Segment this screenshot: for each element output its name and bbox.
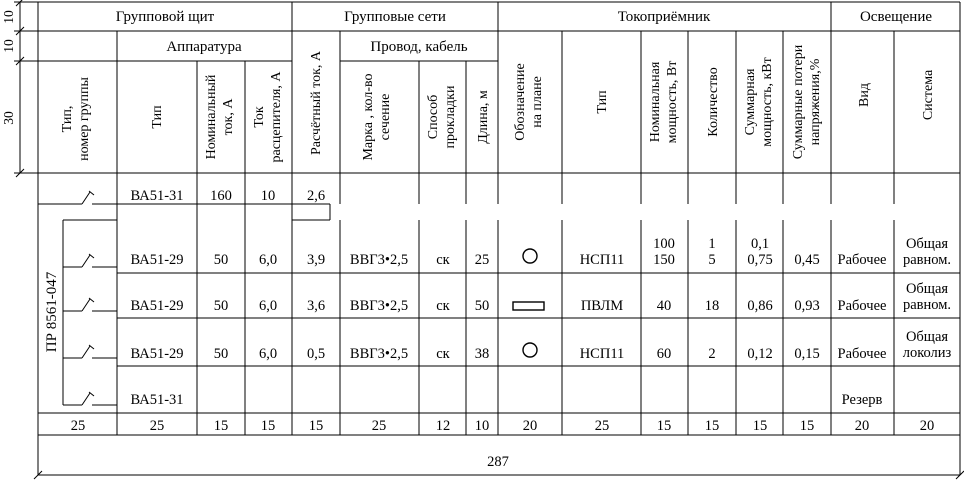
height-top: 10 — [1, 10, 16, 24]
cell-wire: ВВГ3•2,5 — [349, 252, 409, 268]
width-col-12: 15 — [704, 418, 720, 434]
width-col-7: 12 — [435, 418, 451, 434]
panel-schematic — [38, 191, 117, 405]
cell-rec-type: НСП11 — [579, 252, 625, 268]
group-panel-heading: Групповой щит — [115, 9, 215, 25]
cell-system-l1: Общая — [905, 281, 949, 297]
col-quantity: Количество — [706, 67, 721, 137]
col-light-kind: Вид — [857, 83, 872, 107]
cell-total-a: 0,1 — [750, 236, 770, 252]
cell-calc: 3,9 — [306, 252, 326, 268]
col-type-group-l1: Тип, — [60, 105, 75, 133]
col-nominal-current-l2: ток, А — [221, 98, 236, 136]
width-col-9: 20 — [522, 418, 538, 434]
breaker-contact-3 — [82, 299, 90, 311]
total-width: 287 — [487, 454, 509, 470]
table-rows — [130, 188, 951, 408]
breaker-contact-2 — [82, 255, 90, 267]
cell-wire: ВВГ3•2,5 — [349, 346, 409, 362]
cell-length: 25 — [474, 252, 490, 268]
cell-system-l1: Общая — [905, 236, 949, 252]
cell-release: 10 — [260, 188, 276, 204]
col-release-current-l1: Ток — [252, 106, 267, 128]
cell-wire: ВВГ3•2,5 — [349, 298, 409, 314]
cell-app-type: ВА51-29 — [130, 252, 184, 268]
width-col-10: 25 — [594, 418, 610, 434]
col-laying-l2: прокладки — [443, 85, 458, 149]
panel-label: ПР 8561-047 — [44, 271, 60, 353]
cell-kind: Рабочее — [837, 252, 887, 268]
cell-system-l2: равном. — [902, 297, 952, 313]
width-col-14: 15 — [799, 418, 815, 434]
col-wire-mark-l1: Марка , кол-во — [361, 73, 376, 161]
cell-loss: 0,15 — [794, 346, 820, 362]
col-rec-type: Тип — [595, 90, 610, 114]
apparatus-heading: Аппаратура — [166, 39, 242, 55]
width-col-1: 25 — [70, 418, 86, 434]
col-type-group-l2: номер группы — [77, 77, 92, 161]
cell-power: 60 — [656, 346, 672, 362]
cell-nominal: 160 — [210, 188, 232, 204]
table-row — [130, 188, 325, 204]
col-total-power-l1: Суммарная — [743, 68, 758, 136]
cell-qty-b: 5 — [708, 252, 716, 268]
col-voltage-loss-l2: напряжения,% — [808, 58, 823, 146]
col-light-system: Система — [921, 69, 936, 121]
cell-release: 6,0 — [258, 298, 278, 314]
col-nom-power-l1: Номинальная — [648, 61, 663, 143]
table-row — [130, 236, 951, 268]
cell-calc: 0,5 — [306, 346, 326, 362]
cell-qty: 2 — [708, 346, 716, 362]
col-wire-mark-l2: сечение — [378, 93, 393, 141]
col-length: Длина, м — [476, 90, 491, 144]
cell-laying: ск — [436, 346, 450, 362]
cell-laying: ск — [436, 252, 450, 268]
fluorescent-lamp-symbol — [513, 302, 544, 310]
breaker-contact-4 — [82, 346, 90, 358]
table-row — [130, 329, 951, 362]
cell-loss: 0,93 — [794, 298, 820, 314]
group-networks-heading: Групповые сети — [344, 9, 446, 25]
cell-loss: 0,45 — [794, 252, 820, 268]
cell-power-a: 100 — [653, 236, 675, 252]
col-nominal-current-l1: Номинальный — [204, 74, 219, 160]
cell-length: 50 — [474, 298, 490, 314]
cell-total: 0,12 — [747, 346, 773, 362]
width-col-2: 25 — [149, 418, 165, 434]
cell-app-type: ВА51-29 — [130, 346, 184, 362]
cell-kind: Резерв — [841, 392, 883, 408]
cell-rec-type: НСП11 — [579, 346, 625, 362]
cell-qty: 18 — [704, 298, 720, 314]
breaker-contact-1 — [82, 192, 90, 204]
width-col-13: 15 — [752, 418, 768, 434]
wire-cable-heading: Провод, кабель — [370, 39, 468, 55]
cell-system-l1: Общая — [905, 329, 949, 345]
width-col-5: 15 — [308, 418, 324, 434]
lighting-heading: Освещение — [859, 9, 933, 25]
col-release-current-l2: расцепителя, А — [269, 71, 284, 163]
width-col-15: 20 — [854, 418, 870, 434]
width-dimensions — [34, 418, 964, 479]
table-row — [130, 281, 951, 314]
col-plan-mark-l1: Обозначение — [513, 63, 528, 141]
cell-length: 38 — [474, 346, 490, 362]
col-plan-mark-l2: на плане — [530, 76, 545, 128]
cell-total-b: 0,75 — [747, 252, 773, 268]
width-col-6: 25 — [371, 418, 387, 434]
cell-system-l2: равном. — [902, 252, 952, 268]
height-dimensions — [1, 0, 117, 177]
cell-power-b: 150 — [653, 252, 675, 268]
cell-release: 6,0 — [258, 252, 278, 268]
cell-nominal: 50 — [213, 252, 229, 268]
cell-system-l2: локолиз — [902, 345, 952, 361]
cell-app-type: ВА51-31 — [130, 188, 184, 204]
cell-total: 0,86 — [747, 298, 773, 314]
width-col-11: 15 — [656, 418, 672, 434]
col-app-type: Тип — [150, 105, 165, 129]
col-nom-power-l2: мощность, Вт — [665, 60, 680, 144]
circle-lamp-symbol — [523, 249, 537, 263]
width-col-8: 10 — [474, 418, 490, 434]
cell-rec-type: ПВЛМ — [580, 298, 624, 314]
cell-kind: Рабочее — [837, 298, 887, 314]
cell-power: 40 — [656, 298, 672, 314]
height-bottom: 30 — [1, 111, 16, 125]
height-mid: 10 — [1, 39, 16, 53]
table-row — [130, 392, 882, 408]
cell-nominal: 50 — [213, 298, 229, 314]
width-col-4: 15 — [260, 418, 276, 434]
col-voltage-loss-l1: Суммарные потери — [791, 44, 806, 160]
breaker-contact-5 — [82, 393, 90, 405]
cell-nominal: 50 — [213, 346, 229, 362]
cell-app-type: ВА51-29 — [130, 298, 184, 314]
cell-laying: ск — [436, 298, 450, 314]
cell-calc: 2,6 — [306, 188, 326, 204]
cell-release: 6,0 — [258, 346, 278, 362]
circle-lamp-symbol — [523, 343, 537, 357]
width-col-3: 15 — [213, 418, 229, 434]
cell-calc: 3,6 — [306, 298, 326, 314]
col-laying-l1: Способ — [426, 94, 441, 140]
receiver-heading: Токоприёмник — [617, 9, 711, 25]
col-calc-current: Расчётный ток, А — [309, 50, 324, 156]
cell-qty-a: 1 — [708, 236, 716, 252]
cell-kind: Рабочее — [837, 346, 887, 362]
col-total-power-l2: мощность, кВт — [760, 57, 775, 147]
width-col-16: 20 — [919, 418, 935, 434]
cell-app-type: ВА51-31 — [130, 392, 184, 408]
